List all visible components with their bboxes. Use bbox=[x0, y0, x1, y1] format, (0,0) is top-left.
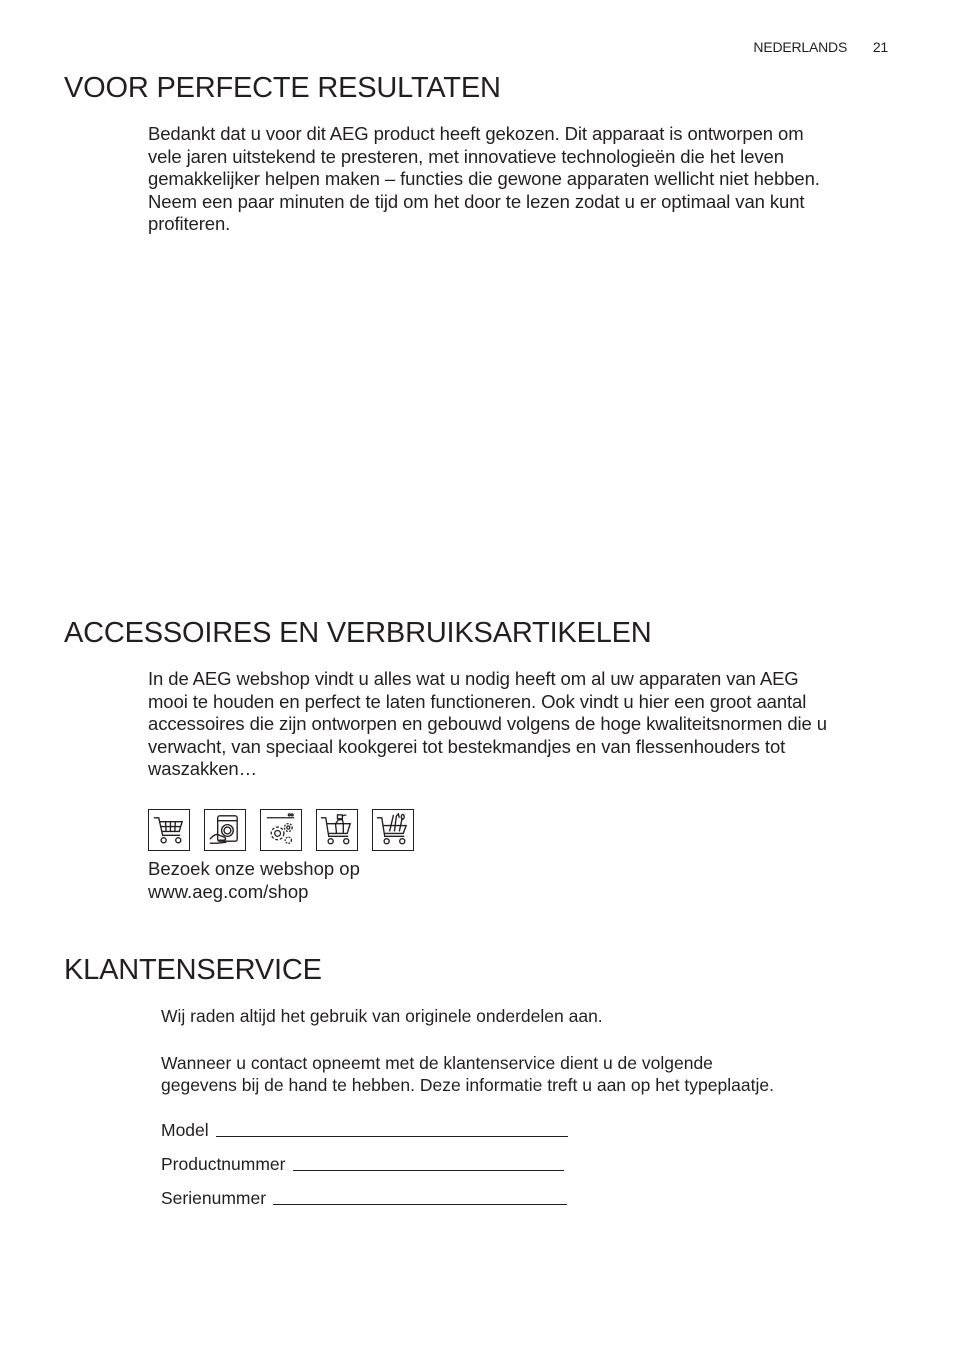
cart-with-spray-icon bbox=[316, 809, 358, 851]
intro-paragraph bbox=[148, 123, 908, 236]
section-title-voor-perfecte-resultaten: VOOR PERFECTE RESULTATEN bbox=[64, 72, 501, 104]
productnummer-field[interactable] bbox=[161, 1154, 564, 1175]
productnummer-label: Productnummer bbox=[161, 1154, 286, 1174]
webshop-text bbox=[148, 857, 360, 903]
text-line: In de AEG webshop vindt u alles wat u nodig heeft om al uw apparaten van AEG bbox=[148, 668, 799, 689]
washing-machine-icon bbox=[204, 809, 246, 851]
accessories-paragraph bbox=[148, 668, 908, 781]
text-line: vele jaren uitstekend te presteren, met innovatieve technologieën die het leven bbox=[148, 145, 784, 167]
header-language: NEDERLANDS bbox=[753, 39, 848, 55]
serienummer-field[interactable] bbox=[161, 1188, 567, 1209]
text-line: accessoires die zijn ontworpen en gebouwd volgens de hoge kwaliteitsnormen die u bbox=[148, 713, 827, 735]
settings-gear-icon bbox=[260, 809, 302, 851]
productnummer-line[interactable] bbox=[293, 1169, 564, 1171]
webshop-url[interactable]: www.aeg.com/shop bbox=[148, 881, 309, 902]
model-field[interactable] bbox=[161, 1120, 568, 1141]
original-parts-text: Wij raden altijd het gebruik van originele onderdelen aan. bbox=[161, 1006, 603, 1026]
text-line: mooi te houden en perfect te laten functioneren. Ook vindt u hier een groot aantal bbox=[148, 690, 807, 712]
text-line: profiteren. bbox=[148, 213, 231, 235]
text-line: Bedankt dat u voor dit AEG product heeft gekozen. Dit apparaat is ontworpen om bbox=[148, 123, 804, 144]
text-line: waszakken… bbox=[148, 758, 258, 780]
serienummer-label: Serienummer bbox=[161, 1188, 267, 1208]
text-line: Wanneer u contact opneemt met de klantenservice dient u de volgende bbox=[161, 1053, 713, 1073]
text-line: gegevens bij de hand te hebben. Deze informatie treft u aan op het typeplaatje. bbox=[161, 1074, 774, 1095]
model-label: Model bbox=[161, 1120, 209, 1140]
text-line: verwacht, van speciaal kookgerei tot bestekmandjes en van flessenhouders tot bbox=[148, 735, 786, 757]
cart-with-utensils-icon bbox=[372, 809, 414, 851]
section-title-klantenservice: KLANTENSERVICE bbox=[64, 954, 322, 986]
text-line: gemakkelijker helpen maken – functies die gewone apparaten wellicht niet hebben. bbox=[148, 168, 820, 190]
section-title-accessoires: ACCESSOIRES EN VERBRUIKSARTIKELEN bbox=[64, 617, 652, 649]
webshop-visit-line: Bezoek onze webshop op bbox=[148, 858, 360, 879]
page-header bbox=[753, 39, 888, 55]
page-number: 21 bbox=[872, 39, 888, 55]
text-line: Neem een paar minuten de tijd om het door te lezen zodat u er optimaal van kunt bbox=[148, 190, 805, 212]
shopping-cart-icon bbox=[148, 809, 190, 851]
serienummer-line[interactable] bbox=[273, 1203, 567, 1205]
model-line[interactable] bbox=[216, 1135, 568, 1137]
contact-info-text bbox=[161, 1053, 774, 1096]
